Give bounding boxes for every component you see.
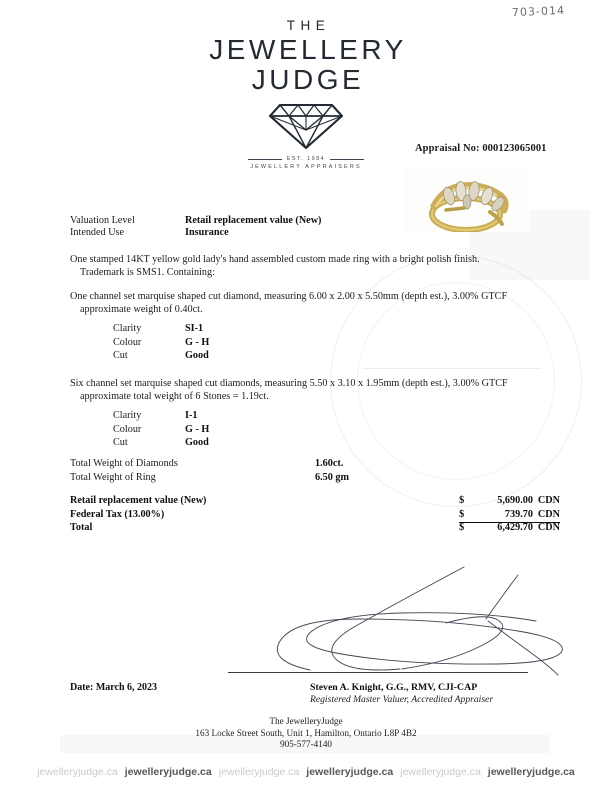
item-description-line-1: One stamped 14KT yellow gold lady's hand assembled custom made ring with a bright polish finish. xyxy=(70,254,480,265)
stone-group-2-description xyxy=(70,377,508,403)
valuation-level-value: Retail replacement value (New) xyxy=(185,215,322,226)
stone-group-1-description xyxy=(70,290,507,316)
currency-code: CDN xyxy=(537,495,560,506)
total-row xyxy=(70,471,349,485)
valuation-level-row xyxy=(70,215,321,228)
grade-value-clarity: I-1 xyxy=(185,410,198,421)
grade-value-cut: Good xyxy=(185,437,209,449)
handwritten-signature xyxy=(250,565,590,680)
grade-row xyxy=(113,322,209,336)
watermark-text: jewelleryjudge.ca xyxy=(124,766,212,778)
stone-group-1-line-2: approximate weight of 0.40ct. xyxy=(80,304,203,315)
intended-use-row xyxy=(70,227,229,240)
grade-row xyxy=(113,349,209,363)
weight-totals xyxy=(70,457,349,484)
logo-line-judge: JUDGE xyxy=(251,64,365,95)
federal-tax-label: Federal Tax (13.00%) xyxy=(70,508,165,520)
appraiser-name: Steven A. Knight, G.G., RMV, CJI-CAP xyxy=(310,682,478,693)
total-weight-ring-label: Total Weight of Ring xyxy=(70,471,156,483)
appraiser-title: Registered Master Valuer, Accredited Appraiser xyxy=(310,694,494,705)
grade-label-cut: Cut xyxy=(113,350,128,362)
grade-label-cut: Cut xyxy=(113,437,128,449)
logo-subtitle: JEWELLERY APPRAISERS xyxy=(250,164,362,170)
watermark-text: jewelleryjudge.ca xyxy=(306,766,394,778)
grade-row xyxy=(113,436,209,450)
logo-line-the: THE xyxy=(286,18,331,33)
federal-tax-amount: 739.70 xyxy=(471,508,533,523)
grade-value-colour: G - H xyxy=(185,336,210,348)
appraisal-number: Appraisal No: 000123065001 xyxy=(415,143,547,154)
background-seal-bar xyxy=(362,368,542,369)
stone-group-2-line-1: Six channel set marquise shaped cut diamonds, measuring 5.50 x 3.10 x 1.95mm (depth est.), 3.00% GTCF xyxy=(70,378,508,389)
valuation-level-label: Valuation Level xyxy=(70,215,135,226)
grade-value-clarity: SI-1 xyxy=(185,323,204,334)
footer-address: 163 Locke Street South, Unit 1, Hamilton, Ontario L8P 4B2 xyxy=(195,727,417,738)
price-row-total xyxy=(70,521,560,535)
watermark-text: jewelleryjudge.ca xyxy=(218,766,300,778)
grade-label-colour: Colour xyxy=(113,336,142,348)
logo-established-year xyxy=(0,156,612,162)
grade-row xyxy=(113,336,209,350)
watermark-text: jewelleryjudge.ca xyxy=(37,766,118,778)
total-row xyxy=(70,457,349,471)
stone-group-2-line-2: approximate total weight of 6 Stones = 1.19ct. xyxy=(80,391,269,402)
price-summary-table xyxy=(70,494,560,535)
footer-company-name: The JewelleryJudge xyxy=(269,716,343,726)
intended-use-value: Insurance xyxy=(185,227,229,238)
item-description-line-2: Trademark is SMS1. Containing: xyxy=(80,267,215,278)
total-weight-ring-value: 6.50 gm xyxy=(315,471,349,483)
logo-line-jewellery: JEWELLERY xyxy=(209,34,407,65)
stone-group-1-grades xyxy=(113,322,209,363)
retail-value-amount: 5,690.00 xyxy=(497,495,533,506)
watermark-strip xyxy=(0,766,612,778)
item-description xyxy=(70,253,480,279)
grand-total-amount: 6,429.70 xyxy=(497,522,533,534)
stone-group-1-line-1: One channel set marquise shaped cut diamond, measuring 6.00 x 2.00 x 5.50mm (depth est.), 3.00% GTCF xyxy=(70,291,508,302)
retail-value-label: Retail replacement value (New) xyxy=(70,495,207,506)
grade-label-colour: Colour xyxy=(113,423,142,435)
grade-value-cut: Good xyxy=(185,350,209,362)
grade-value-colour: G - H xyxy=(185,423,210,435)
logo-est-text: EST. 1984 xyxy=(286,156,326,162)
handwritten-reference-note: 703-014 xyxy=(511,3,566,20)
appraisal-date: Date: March 6, 2023 xyxy=(70,682,158,693)
stone-group-2-grades xyxy=(113,409,209,450)
intended-use-label: Intended Use xyxy=(70,227,125,238)
grade-label-clarity: Clarity xyxy=(113,410,142,421)
watermark-text: jewelleryjudge.ca xyxy=(487,766,575,778)
signature-line xyxy=(228,672,528,673)
total-weight-diamonds-label: Total Weight of Diamonds xyxy=(70,458,178,469)
grade-label-clarity: Clarity xyxy=(113,323,142,334)
footer-contact-block xyxy=(0,716,612,751)
grade-row xyxy=(113,423,209,437)
currency-code: CDN xyxy=(533,508,560,523)
total-weight-diamonds-value: 1.60ct. xyxy=(315,458,344,469)
currency-symbol: $ xyxy=(459,495,465,506)
currency-symbol: $ xyxy=(459,508,471,523)
currency-code: CDN xyxy=(537,522,560,534)
ring-photograph xyxy=(404,166,530,232)
currency-symbol: $ xyxy=(459,522,465,534)
price-row-federal-tax xyxy=(70,508,560,522)
footer-phone: 905-577-4140 xyxy=(279,739,333,750)
price-row-retail-value xyxy=(70,494,560,508)
grand-total-label: Total xyxy=(70,522,93,534)
grade-row xyxy=(113,409,209,423)
watermark-text: jewelleryjudge.ca xyxy=(400,766,481,778)
